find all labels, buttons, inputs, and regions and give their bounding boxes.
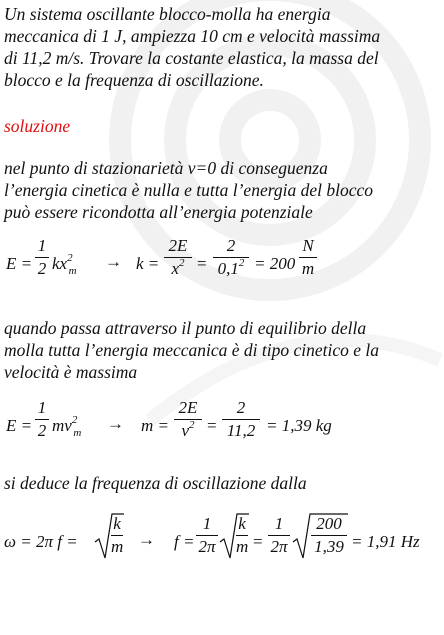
eq3-sqrt-2	[219, 512, 249, 562]
eq2-lhs: E =	[6, 416, 33, 435]
eq1-result: = 200	[254, 254, 296, 273]
eq2-mv	[52, 414, 82, 439]
eq1-f1-den-text: x	[171, 259, 180, 278]
eq1-kx-sub: m	[68, 265, 77, 277]
eq3-c2-num: 1	[274, 514, 284, 533]
eq1-f2-den-text: 0,1	[217, 259, 239, 278]
eq1-fraction-1	[164, 235, 192, 280]
eq1-f2-den-sup: 2	[238, 257, 245, 269]
problem-line-1: Un sistema oscillante blocco-molla ha energia	[4, 4, 331, 24]
problem-line-4: blocco e la frequenza di oscillazione.	[4, 70, 264, 90]
eq2-mv-sub: m	[73, 427, 82, 439]
eq1-f2-den	[213, 258, 249, 280]
eq1-half-den: 2	[37, 259, 47, 278]
eq1-unit-num: N	[302, 236, 314, 255]
eq2-f1-den	[174, 420, 202, 442]
eq1-f1-den-sup: 2	[179, 257, 185, 269]
eq1-f1-den	[164, 258, 192, 280]
paragraph2-line-1: quando passa attraverso il punto di equilibrio della	[4, 318, 367, 338]
eq1-unit-fraction	[299, 235, 317, 280]
eq3-r1-fraction	[111, 513, 123, 558]
eq3-r1-den: m	[111, 537, 124, 556]
eq3-r2-fraction	[236, 513, 248, 558]
eq3-r3-num: 200	[316, 514, 342, 533]
eq1-k-eq: k =	[136, 254, 160, 273]
eq2-half-num: 1	[37, 398, 47, 417]
eq1-lhs: E =	[6, 254, 33, 273]
eq1-kx-sup: 2	[67, 252, 73, 264]
eq2-half-fraction	[35, 397, 49, 442]
eq3-r1-num: k	[113, 514, 121, 533]
eq3-c2-fraction	[268, 513, 290, 558]
eq1-kx	[52, 252, 77, 277]
paragraph1-line-3: può essere ricondotta all’energia potenziale	[4, 202, 313, 222]
eq2-mv-text: mv	[52, 416, 72, 435]
problem-line-2: meccanica di 1 J, ampiezza 10 cm e velocità massima	[4, 26, 381, 46]
eq1-f2-num: 2	[226, 236, 236, 255]
paragraph1-line-1: nel punto di stazionarietà v=0 di conseguenza	[4, 158, 328, 178]
eq3-r2-den: m	[236, 537, 249, 556]
eq2-mv-sup: 2	[71, 414, 78, 426]
eq3-r3-den: 1,39	[314, 537, 344, 556]
paragraph2-line-3: velocità è massima	[4, 362, 138, 382]
eq2-half-den: 2	[37, 421, 47, 440]
eq3-eq-sign: =	[253, 532, 263, 551]
paragraph1-line-2: l’energia cinetica è nulla e tutta l’energia del blocco	[4, 180, 374, 200]
eq1-half-fraction	[35, 235, 49, 280]
eq2-result: = 1,39 kg	[266, 416, 332, 435]
paragraph3-line-1: si deduce la frequenza di oscillazione dalla	[4, 473, 307, 493]
eq1-eq-sign: =	[197, 254, 207, 273]
eq2-fraction-2	[222, 397, 260, 442]
eq1-unit-den: m	[301, 259, 315, 278]
eq3-r3-fraction	[311, 513, 347, 558]
eq2-arrow: →	[107, 414, 124, 433]
eq3-c1-num: 1	[202, 514, 212, 533]
eq2-f2-num: 2	[236, 398, 246, 417]
eq3-c2-den: 2π	[270, 537, 288, 556]
eq2-eq-sign: =	[207, 416, 217, 435]
eq1-fraction-2	[213, 235, 249, 280]
eq1-half-num: 1	[37, 236, 47, 255]
eq3-sqrt-1	[94, 512, 124, 562]
solution-heading: soluzione	[4, 116, 71, 136]
eq3-arrow: →	[138, 530, 155, 549]
eq2-f1-den-text: v	[181, 421, 190, 440]
eq3-f-eq: f =	[174, 532, 195, 551]
problem-line-3: di 11,2 m/s. Trovare la costante elastica, la massa del	[4, 48, 379, 68]
paragraph2-line-2: molla tutta l’energia meccanica è di tipo cinetico e la	[4, 340, 380, 360]
eq2-m-eq: m =	[141, 416, 169, 435]
eq3-omega: ω = 2π f =	[4, 532, 78, 551]
eq1-arrow: →	[105, 252, 122, 271]
eq3-c1-fraction	[196, 513, 218, 558]
eq3-result: = 1,91 Hz	[351, 532, 420, 551]
eq1-f1-num: 2E	[168, 236, 188, 255]
eq2-f2-den: 11,2	[226, 421, 256, 440]
eq2-f1-num: 2E	[178, 398, 198, 417]
eq3-sqrt-3	[292, 512, 348, 562]
eq2-fraction-1	[174, 397, 202, 442]
eq2-f1-den-sup: 2	[189, 419, 195, 431]
eq3-c1-den: 2π	[198, 537, 216, 556]
eq1-kx-text: kx	[52, 254, 68, 273]
eq3-r2-num: k	[238, 514, 246, 533]
